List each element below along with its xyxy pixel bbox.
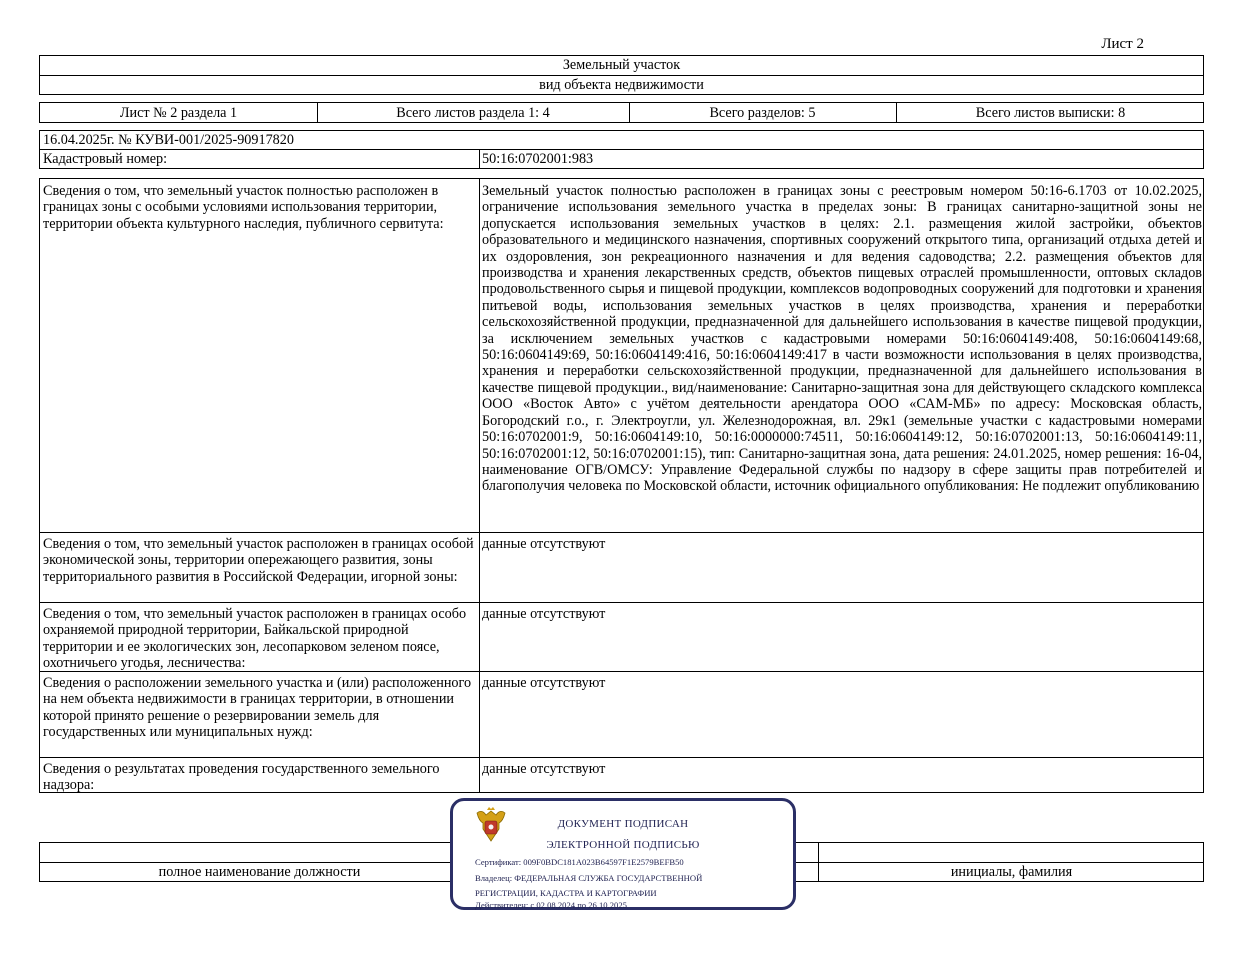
total-extract-sheets: Всего листов выписки: 8: [975, 105, 1126, 121]
cadastral-number-value: 50:16:0702001:983: [482, 151, 594, 167]
record-label: Сведения о том, что земельный участок полностью расположен в границах зоны с особыми условиями использования территории, территории объекта культурного наследия, публичного сервитута:: [43, 183, 444, 232]
record-label: Сведения о том, что земельный участок расположен в границах особо охраняемой природной территории, Байкальской природной территории и ее экологических зон, лесопарковом зеленом поясе, охотничьего угодья, лесничества:: [43, 606, 467, 672]
record-label: Сведения о расположении земельного участка и (или) расположенного на нем объекта недвижимости в границах территории, в отношении которой принято решение о резервировании земель для государственных или муниципальных нужд:: [43, 675, 472, 741]
stamp-certificate: Сертификат: 009F0BDC181A023B64597F1E2579BEFB50: [475, 857, 684, 867]
object-title: Земельный участок: [562, 57, 681, 73]
record-label: Сведения о результатах проведения государственного земельного надзора:: [43, 761, 440, 794]
record-value: данные отсутствуют: [482, 536, 606, 552]
position-label: полное наименование должности: [158, 864, 361, 880]
object-type-label: вид объекта недвижимости: [539, 77, 704, 93]
stamp-owner: Владелец: ФЕДЕРАЛЬНАЯ СЛУЖБА ГОСУДАРСТВЕННОЙ: [475, 873, 703, 883]
document-reference-block: [39, 130, 1204, 169]
stamp-owner-continued: РЕГИСТРАЦИИ, КАДАСТРА И КАРТОГРАФИИ: [475, 888, 657, 898]
record-value: Земельный участок полностью расположен в границах зоны с реестровым номером 50:16-6.1703 от 10.02.2025, ограничение использования земельного участка в пределах зоны: В границах санитарно-защитной зоны не допускается использования земельных участков в целях: 2.1. размещения жилой застройки, объектов образовательного и медицинского назначения, спортивных сооружений открытого типа, организаций отдыха детей и их оздоровления, зон рекреационного назначения и для ведения садоводства; 2.2. размещения объектов для производства и хранения лекарственных средств, объектов пищевых отраслей промышленности, оптовых складов продовольственного сырья и пищевой продукции, комплексов водопроводных сооружений для подготовки и хранения питьевой воды, использования земельных участков в целях производства, хранения и переработки сельскохозяйственной продукции, предназначенной для дальнейшего использования в качестве пищевой продукции, за исключением земельных участков с кадастровыми номерами 50:16:0604149:408, 50:16:0604149:68, 50:16:0604149:69, 50:16:0604149:416, 50:16:0604149:417 в части возможности использования в целях производства, хранения и переработки сельскохозяйственной продукции, предназначенной для дальнейшего использования в качестве пищевой продукции., вид/наименование: Санитарно-защитная зона для действующего складского комплекса ООО «Восток Авто» с учётом деятельности арендатора ООО «САМ-МБ» по адресу: Московская область, Богородский г.о., г. Электроугли, ул. Железнодорожная, вл. 29к1 (земельные участки с кадастровыми номерами 50:16:0702001:9, 50:16:0604149:10, 50:16:0000000:74511, 50:16:0604149:12, 50:16:0702001:13, 50:16:0604149:11, 50:16:0702001:12, 50:16:0702001:15), тип: Санитарно-защитная зона, дата решения: 24.01.2025, номер решения: 16-04, наименование ОГВ/ОМСУ: Управление Федеральной службы по надзору в сфере защиты прав потребителей и благополучия человека по Московской области, источник официального опубликования: Не подлежит опубликованию: [482, 183, 1202, 495]
record-value: данные отсутствуют: [482, 675, 606, 691]
records-table: [39, 178, 1204, 793]
cadastral-number-label: Кадастровый номер:: [43, 151, 168, 167]
object-header: [39, 55, 1204, 95]
section-sheet-number: Лист № 2 раздела 1: [119, 105, 238, 121]
total-section-sheets: Всего листов раздела 1: 4: [396, 105, 550, 121]
stamp-title-line2: ЭЛЕКТРОННОЙ ПОДПИСЬЮ: [546, 839, 700, 851]
stamp-validity: Действителен: с 02.08.2024 по 26.10.2025: [475, 900, 627, 910]
electronic-signature-stamp: [450, 798, 796, 910]
total-sections: Всего разделов: 5: [709, 105, 816, 121]
sheet-label: Лист 2: [1101, 36, 1144, 52]
record-value: данные отсутствуют: [482, 761, 606, 777]
document-reference: 16.04.2025г. № КУВИ-001/2025-90917820: [43, 132, 294, 148]
record-label: Сведения о том, что земельный участок расположен в границах особой экономической зоны, территории опережающего развития, зоны территориального развития в Российской Федерации, игорной зоны:: [43, 536, 474, 585]
sheet-info-row: [39, 102, 1204, 123]
initials-surname-label: инициалы, фамилия: [950, 864, 1073, 880]
record-value: данные отсутствуют: [482, 606, 606, 622]
stamp-title-line1: ДОКУМЕНТ ПОДПИСАН: [557, 818, 689, 830]
